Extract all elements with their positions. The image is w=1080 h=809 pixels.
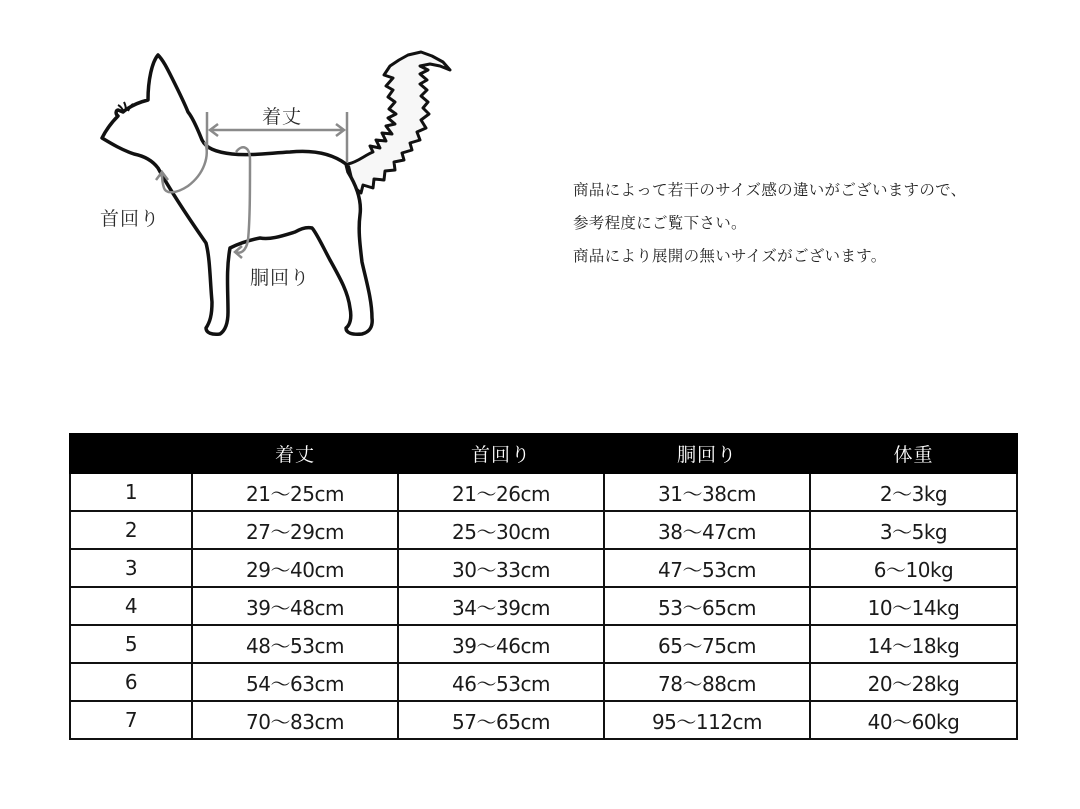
cell-neck: 30〜33cm <box>398 549 604 587</box>
cell-length: 54〜63cm <box>192 663 398 701</box>
cell-chest: 53〜65cm <box>604 587 810 625</box>
cell-chest: 95〜112cm <box>604 701 810 739</box>
table-row <box>70 587 1017 625</box>
header-weight: 体重 <box>810 434 1017 473</box>
size-notes <box>573 174 966 273</box>
cell-weight: 2〜3kg <box>810 473 1017 511</box>
size-chart-table <box>69 433 1018 740</box>
cell-neck: 46〜53cm <box>398 663 604 701</box>
cell-neck: 34〜39cm <box>398 587 604 625</box>
chest-label: 胴回り <box>250 267 311 289</box>
neck-label: 首回り <box>100 208 161 230</box>
dog-measurement-diagram <box>90 40 470 350</box>
table-row <box>70 701 1017 739</box>
header-row <box>70 434 1017 473</box>
cell-size: 4 <box>70 587 192 625</box>
note-line: 商品により展開の無いサイズがございます。 <box>573 247 887 265</box>
cell-length: 48〜53cm <box>192 625 398 663</box>
cell-weight: 10〜14kg <box>810 587 1017 625</box>
table-row <box>70 663 1017 701</box>
cell-chest: 38〜47cm <box>604 511 810 549</box>
cell-neck: 57〜65cm <box>398 701 604 739</box>
cell-weight: 3〜5kg <box>810 511 1017 549</box>
cell-chest: 31〜38cm <box>604 473 810 511</box>
cell-length: 29〜40cm <box>192 549 398 587</box>
table-row <box>70 511 1017 549</box>
cell-length: 39〜48cm <box>192 587 398 625</box>
length-label: 着丈 <box>262 106 303 128</box>
cell-neck: 39〜46cm <box>398 625 604 663</box>
cell-weight: 40〜60kg <box>810 701 1017 739</box>
cell-weight: 14〜18kg <box>810 625 1017 663</box>
cell-length: 21〜25cm <box>192 473 398 511</box>
cell-chest: 65〜75cm <box>604 625 810 663</box>
header-length: 着丈 <box>192 434 398 473</box>
cell-size: 5 <box>70 625 192 663</box>
cell-length: 70〜83cm <box>192 701 398 739</box>
table-header <box>70 434 1017 473</box>
cell-neck: 21〜26cm <box>398 473 604 511</box>
cell-size: 2 <box>70 511 192 549</box>
cell-size: 1 <box>70 473 192 511</box>
table-row <box>70 549 1017 587</box>
cell-size: 6 <box>70 663 192 701</box>
note-line: 商品によって若干のサイズ感の違いがございますので、 <box>573 181 967 199</box>
cell-length: 27〜29cm <box>192 511 398 549</box>
cell-size: 3 <box>70 549 192 587</box>
dog-silhouette-icon <box>90 40 470 350</box>
cell-weight: 20〜28kg <box>810 663 1017 701</box>
cell-size: 7 <box>70 701 192 739</box>
cell-chest: 78〜88cm <box>604 663 810 701</box>
header-size <box>70 434 192 473</box>
table-body <box>70 473 1017 739</box>
cell-weight: 6〜10kg <box>810 549 1017 587</box>
header-neck: 首回り <box>398 434 604 473</box>
note-line: 参考程度にご覧下さい。 <box>573 214 747 232</box>
cell-neck: 25〜30cm <box>398 511 604 549</box>
table-row <box>70 625 1017 663</box>
table-row <box>70 473 1017 511</box>
header-chest: 胴回り <box>604 434 810 473</box>
cell-chest: 47〜53cm <box>604 549 810 587</box>
